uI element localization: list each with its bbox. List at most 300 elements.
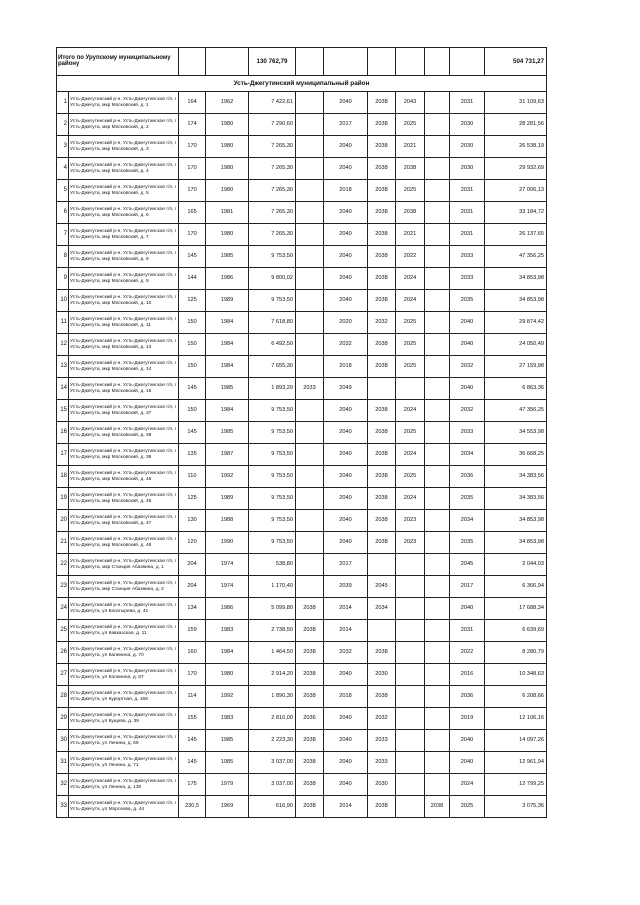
cell-c4: 2038 [396, 202, 425, 224]
cell-c2: 2040 [324, 268, 368, 290]
table-row [57, 356, 547, 378]
table-row [57, 202, 547, 224]
cell-c6: 2040 [450, 378, 485, 400]
cell-area: 144 [179, 268, 206, 290]
cell-c6: 2030 [450, 136, 485, 158]
cell-c2: 2040 [324, 400, 368, 422]
cell-sum: 29 932,69 [485, 158, 547, 180]
cell-addr: Усть-Джегутинский р-н, Усть-Джегутинское г/п, г Усть-Джегута, мкр Московский, д. 39 [69, 444, 179, 466]
cell-c2: 2017 [324, 114, 368, 136]
cell-cost: 2 223,30 [249, 730, 296, 752]
cell-cost: 1 893,20 [249, 378, 296, 400]
cell-addr: Усть-Джегутинский р-н, Усть-Джегутинское г/п, г Усть-Джегута, мкр Московский, д. 3 [69, 136, 179, 158]
cell-c4: 2024 [396, 290, 425, 312]
cell-c4 [396, 576, 425, 598]
cell-cost: 616,90 [249, 796, 296, 818]
cell-c6: 2040 [450, 752, 485, 774]
cell-n: 8 [57, 246, 69, 268]
cell-addr: Усть-Джегутинский р-н, Усть-Джегутинское г/п, г Усть-Джегута, мкр Московский, д. 4 [69, 158, 179, 180]
cell-year: 1992 [206, 466, 249, 488]
cell-year: 1984 [206, 312, 249, 334]
cell-c5 [425, 356, 450, 378]
cell-area: 150 [179, 400, 206, 422]
cell-area: 120 [179, 532, 206, 554]
cell-cost: 9 753,50 [249, 532, 296, 554]
total-sum: 504 731,27 [485, 48, 547, 76]
cell-c2: 2040 [324, 158, 368, 180]
table-row [57, 576, 547, 598]
cell-sum: 6 208,66 [485, 686, 547, 708]
cell-c5 [425, 246, 450, 268]
cell-cost: 2 810,00 [249, 708, 296, 730]
cell-area: 175 [179, 774, 206, 796]
cell-c6: 2040 [450, 334, 485, 356]
cell-sum: 27 006,13 [485, 180, 547, 202]
cell-addr: Усть-Джегутинский р-н, Усть-Джегутинское г/п, г Усть-Джегута, мкр Московский, д. 47 [69, 510, 179, 532]
cell-n: 4 [57, 158, 69, 180]
cell-c3: 2038 [368, 510, 396, 532]
table-row [57, 730, 547, 752]
cell-year: 1985 [206, 378, 249, 400]
cell-c1: 2036 [296, 708, 324, 730]
cell-n: 5 [57, 180, 69, 202]
cell-c1 [296, 576, 324, 598]
cell-c3: 2045 [368, 576, 396, 598]
cell-c3: 2038 [368, 268, 396, 290]
cell-sum: 2 044,03 [485, 554, 547, 576]
cell-c4 [396, 774, 425, 796]
cell-area: 164 [179, 92, 206, 114]
cell-c5 [425, 422, 450, 444]
cell-c6: 2033 [450, 422, 485, 444]
cell-n: 15 [57, 400, 69, 422]
cell-sum: 29 874,42 [485, 312, 547, 334]
cell-n: 6 [57, 202, 69, 224]
cell-sum: 12 106,16 [485, 708, 547, 730]
cell-c4: 2024 [396, 488, 425, 510]
cell-cost: 9 753,50 [249, 246, 296, 268]
cell-sum: 34 553,98 [485, 422, 547, 444]
cell-c3: 2038 [368, 136, 396, 158]
cell-sum: 6 366,94 [485, 576, 547, 598]
cell-c6: 2036 [450, 686, 485, 708]
cell-year: 1980 [206, 136, 249, 158]
cell-c3: 2038 [368, 334, 396, 356]
table-row [57, 774, 547, 796]
table-row [57, 686, 547, 708]
cell-c2: 2040 [324, 466, 368, 488]
housing-register-table [56, 47, 547, 818]
cell-cost: 7 265,30 [249, 158, 296, 180]
cell-c6: 2022 [450, 642, 485, 664]
cell-c4: 2025 [396, 334, 425, 356]
cell-sum: 8 280,79 [485, 642, 547, 664]
cell-area: 135 [179, 444, 206, 466]
cell-c1 [296, 400, 324, 422]
cell-c1 [296, 92, 324, 114]
cell-c1 [296, 136, 324, 158]
cell-year: 1987 [206, 444, 249, 466]
cell-sum: 47 356,25 [485, 246, 547, 268]
cell-c6: 2045 [450, 554, 485, 576]
table-row [57, 422, 547, 444]
cell-c4 [396, 686, 425, 708]
table-row [57, 224, 547, 246]
cell-c4: 2025 [396, 422, 425, 444]
table-row [57, 312, 547, 334]
cell-c3: 2038 [368, 532, 396, 554]
cell-year: 1981 [206, 202, 249, 224]
cell-c2: 2040 [324, 488, 368, 510]
cell-c4 [396, 620, 425, 642]
cell-c4: 2023 [396, 532, 425, 554]
cell-c1: 2038 [296, 642, 324, 664]
cell-c2: 2040 [324, 774, 368, 796]
cell-c6: 2031 [450, 92, 485, 114]
cell-area: 110 [179, 466, 206, 488]
cell-c6: 2024 [450, 774, 485, 796]
cell-c4 [396, 664, 425, 686]
cell-c1 [296, 224, 324, 246]
cell-n: 20 [57, 510, 69, 532]
cell-c1 [296, 422, 324, 444]
cell-cost: 5 099,80 [249, 598, 296, 620]
cell-addr: Усть-Джегутинский р-н, Усть-Джегутинское г/п, г Усть-Джегута, ул Морозова, д. 44 [69, 796, 179, 818]
cell-c4: 2025 [396, 356, 425, 378]
cell-c5 [425, 444, 450, 466]
cell-c2: 2040 [324, 510, 368, 532]
cell-c4 [396, 752, 425, 774]
cell-c6: 2035 [450, 290, 485, 312]
cell-year: 1983 [206, 708, 249, 730]
cell-area: 170 [179, 180, 206, 202]
cell-sum: 24 050,49 [485, 334, 547, 356]
cell-c4: 2025 [396, 180, 425, 202]
cell-addr: Усть-Джегутинский р-н, Усть-Джегутинское г/п, г Усть-Джегута, ул Ленина, д. 71 [69, 752, 179, 774]
table-row [57, 158, 547, 180]
cell-year: 1980 [206, 224, 249, 246]
cell-c3: 2038 [368, 488, 396, 510]
cell-year: 1989 [206, 290, 249, 312]
cell-c5 [425, 334, 450, 356]
cell-cost: 7 265,30 [249, 136, 296, 158]
cell-c4 [396, 796, 425, 818]
cell-c1 [296, 180, 324, 202]
cell-c5 [425, 730, 450, 752]
cell-year: 1974 [206, 576, 249, 598]
cell-c1: 2033 [296, 378, 324, 400]
cell-cost: 6 492,50 [249, 334, 296, 356]
cell-n: 28 [57, 686, 69, 708]
cell-c6: 2031 [450, 224, 485, 246]
cell-c6: 2030 [450, 114, 485, 136]
cell-c2: 2040 [324, 444, 368, 466]
cell-area: 125 [179, 290, 206, 312]
cell-cost: 7 265,30 [249, 180, 296, 202]
cell-n: 17 [57, 444, 69, 466]
cell-c5 [425, 180, 450, 202]
cell-year: 1974 [206, 554, 249, 576]
cell-cost: 9 753,50 [249, 444, 296, 466]
cell-sum: 36 668,25 [485, 444, 547, 466]
cell-c3: 2038 [368, 114, 396, 136]
cell-c5 [425, 510, 450, 532]
cell-sum: 34 853,98 [485, 510, 547, 532]
cell-c5 [425, 752, 450, 774]
cell-area: 130 [179, 510, 206, 532]
table-row [57, 466, 547, 488]
cell-addr: Усть-Джегутинский р-н, Усть-Джегутинское г/п, г Усть-Джегута, мкр Московский, д. 5 [69, 180, 179, 202]
cell-c3: 2038 [368, 246, 396, 268]
cell-c1 [296, 268, 324, 290]
cell-c5 [425, 158, 450, 180]
cell-n: 11 [57, 312, 69, 334]
cell-area: 145 [179, 378, 206, 400]
cell-sum: 34 853,98 [485, 290, 547, 312]
total-label: Итого по Урупскому муниципальному району [57, 48, 179, 76]
cell-c6: 2031 [450, 180, 485, 202]
cell-c6: 2032 [450, 356, 485, 378]
cell-area: 174 [179, 114, 206, 136]
cell-area: 160 [179, 642, 206, 664]
cell-cost: 3 037,00 [249, 752, 296, 774]
cell-area: 134 [179, 598, 206, 620]
cell-year: 1984 [206, 400, 249, 422]
cell-c4 [396, 598, 425, 620]
cell-c6: 2025 [450, 796, 485, 818]
cell-n: 10 [57, 290, 69, 312]
table-row [57, 598, 547, 620]
cell-c4: 2025 [396, 312, 425, 334]
cell-year: 1980 [206, 158, 249, 180]
cell-n: 16 [57, 422, 69, 444]
cell-c6: 2040 [450, 730, 485, 752]
cell-addr: Усть-Джегутинский р-н, Усть-Джегутинское г/п, г Усть-Джегута, мкр Московский, д. 46 [69, 488, 179, 510]
cell-c4 [396, 730, 425, 752]
cell-addr: Усть-Джегутинский р-н, Усть-Джегутинское г/п, г Усть-Джегута, ул Богатырева, д. 41 [69, 598, 179, 620]
cell-c5 [425, 620, 450, 642]
cell-c3: 2038 [368, 422, 396, 444]
cell-cost: 7 290,60 [249, 114, 296, 136]
cell-area: 159 [179, 620, 206, 642]
cell-c1 [296, 114, 324, 136]
cell-cost: 7 265,30 [249, 224, 296, 246]
cell-sum: 12 961,94 [485, 752, 547, 774]
cell-c4: 2021 [396, 136, 425, 158]
cell-c6: 2016 [450, 664, 485, 686]
cell-year: 1980 [206, 180, 249, 202]
cell-c4: 2024 [396, 268, 425, 290]
cell-sum: 31 109,63 [485, 92, 547, 114]
cell-c2: 2040 [324, 422, 368, 444]
cell-c5 [425, 114, 450, 136]
cell-cost: 1 464,50 [249, 642, 296, 664]
cell-c4 [396, 708, 425, 730]
cell-n: 14 [57, 378, 69, 400]
cell-c4 [396, 378, 425, 400]
cell-c5: 2038 [425, 796, 450, 818]
cell-c4: 2025 [396, 114, 425, 136]
cell-year: 1986 [206, 598, 249, 620]
cell-c3 [368, 620, 396, 642]
cell-n: 22 [57, 554, 69, 576]
cell-c6: 2035 [450, 488, 485, 510]
cell-c2: 2040 [324, 246, 368, 268]
table-row [57, 642, 547, 664]
cell-cost: 3 037,00 [249, 774, 296, 796]
cell-c1: 2038 [296, 620, 324, 642]
cell-n: 26 [57, 642, 69, 664]
cell-cost: 7 422,61 [249, 92, 296, 114]
table-row [57, 532, 547, 554]
cell-c1: 2038 [296, 796, 324, 818]
cell-c5 [425, 202, 450, 224]
cell-addr: Усть-Джегутинский р-н, Усть-Джегутинское г/п, г Усть-Джегута, ул Калинина, д. 70 [69, 642, 179, 664]
cell-c5 [425, 400, 450, 422]
cell-c6: 2034 [450, 510, 485, 532]
cell-area: 170 [179, 664, 206, 686]
cell-n: 9 [57, 268, 69, 290]
cell-n: 1 [57, 92, 69, 114]
cell-c6: 2019 [450, 708, 485, 730]
cell-c3: 2032 [368, 312, 396, 334]
cell-area: 150 [179, 334, 206, 356]
cell-c6: 2033 [450, 246, 485, 268]
cell-c2: 2014 [324, 620, 368, 642]
table-row [57, 444, 547, 466]
cell-c1 [296, 290, 324, 312]
cell-addr: Усть-Джегутинский р-н, Усть-Джегутинское г/п, г Усть-Джегута, мкр Московский, д. 8 [69, 246, 179, 268]
cell-cost: 538,80 [249, 554, 296, 576]
cell-c4: 2025 [396, 466, 425, 488]
cell-addr: Усть-Джегутинский р-н, Усть-Джегутинское г/п, г Усть-Джегута, мкр Московский, д. 38 [69, 422, 179, 444]
district-title: Усть-Джегутинский муниципальный район [57, 76, 547, 92]
cell-addr: Усть-Джегутинский р-н, Усть-Джегутинское г/п, г Усть-Джегута, ул Кущева, д. 39 [69, 708, 179, 730]
cell-c2: 2040 [324, 752, 368, 774]
cell-c5 [425, 312, 450, 334]
cell-c3: 2038 [368, 92, 396, 114]
cell-c3: 2038 [368, 444, 396, 466]
table-row [57, 708, 547, 730]
cell-year: 1984 [206, 334, 249, 356]
cell-c5 [425, 378, 450, 400]
cell-c5 [425, 290, 450, 312]
cell-addr: Усть-Джегутинский р-н, Усть-Джегутинское г/п, г Усть-Джегута, мкр Московский, д. 10 [69, 290, 179, 312]
cell-c5 [425, 686, 450, 708]
cell-c6: 2040 [450, 598, 485, 620]
cell-addr: Усть-Джегутинский р-н, Усть-Джегутинское г/п, г Усть-Джегута, мкр Московский, д. 14 [69, 356, 179, 378]
cell-addr: Усть-Джегутинский р-н, Усть-Джегутинское г/п, г Усть-Джегута, ул Ленина, д. 130 [69, 774, 179, 796]
cell-area: 145 [179, 246, 206, 268]
cell-c4: 2024 [396, 400, 425, 422]
cell-sum: 6 639,69 [485, 620, 547, 642]
cell-c3: 2038 [368, 796, 396, 818]
cell-area: 155 [179, 708, 206, 730]
cell-c2: 2040 [324, 202, 368, 224]
cell-c2: 2018 [324, 180, 368, 202]
cell-year: 1969 [206, 796, 249, 818]
cell-c3: 2030 [368, 774, 396, 796]
cell-n: 24 [57, 598, 69, 620]
cell-c2: 2039 [324, 576, 368, 598]
cell-c3: 2038 [368, 466, 396, 488]
cell-area: 170 [179, 158, 206, 180]
table-row [57, 114, 547, 136]
cell-c1 [296, 158, 324, 180]
cell-area: 170 [179, 136, 206, 158]
cell-c2: 2040 [324, 92, 368, 114]
cell-sum: 26 137,65 [485, 224, 547, 246]
cell-addr: Усть-Джегутинский р-н, Усть-Джегутинское г/п, г Усть-Джегута, мкр Московский, д. 6 [69, 202, 179, 224]
cell-sum: 34 853,98 [485, 532, 547, 554]
cell-c3: 2038 [368, 686, 396, 708]
cell-sum: 34 383,56 [485, 488, 547, 510]
cell-c6: 2017 [450, 576, 485, 598]
cell-c3: 2038 [368, 290, 396, 312]
cell-c5 [425, 554, 450, 576]
cell-sum: 6 863,36 [485, 378, 547, 400]
cell-c2: 2032 [324, 642, 368, 664]
cell-c2: 2049 [324, 378, 368, 400]
cell-c6: 2031 [450, 202, 485, 224]
cell-area: 114 [179, 686, 206, 708]
cell-c6: 2040 [450, 312, 485, 334]
cell-c4: 2024 [396, 444, 425, 466]
cell-cost: 9 800,02 [249, 268, 296, 290]
cell-c5 [425, 598, 450, 620]
cell-area: 230,5 [179, 796, 206, 818]
cell-c1 [296, 532, 324, 554]
cell-cost: 9 753,50 [249, 290, 296, 312]
cell-year: 1988 [206, 510, 249, 532]
cell-cost: 9 753,50 [249, 400, 296, 422]
table-row [57, 796, 547, 818]
cell-year: 1962 [206, 92, 249, 114]
cell-c2: 2040 [324, 708, 368, 730]
cell-c2: 2040 [324, 730, 368, 752]
cell-c3: 2038 [368, 356, 396, 378]
cell-c1 [296, 554, 324, 576]
cell-n: 21 [57, 532, 69, 554]
cell-c1: 2038 [296, 598, 324, 620]
table-row [57, 334, 547, 356]
cell-year: 1984 [206, 642, 249, 664]
cell-sum: 14 097,26 [485, 730, 547, 752]
cell-year: 1984 [206, 356, 249, 378]
cell-c4 [396, 554, 425, 576]
cell-c3: 2038 [368, 642, 396, 664]
cell-c2: 2040 [324, 290, 368, 312]
cell-area: 145 [179, 422, 206, 444]
total-cost: 130 762,79 [249, 48, 296, 76]
cell-sum: 26 538,19 [485, 136, 547, 158]
cell-c6: 2035 [450, 532, 485, 554]
cell-c1 [296, 488, 324, 510]
cell-c6: 2031 [450, 620, 485, 642]
cell-addr: Усть-Джегутинский р-н, Усть-Джегутинское г/п, г Усть-Джегута, ул Курортная, д. 166 [69, 686, 179, 708]
cell-c3: 2030 [368, 664, 396, 686]
cell-cost: 9 753,50 [249, 510, 296, 532]
cell-sum: 17 688,34 [485, 598, 547, 620]
cell-c5 [425, 488, 450, 510]
cell-sum: 3 075,36 [485, 796, 547, 818]
cell-c6: 2032 [450, 400, 485, 422]
cell-c5 [425, 664, 450, 686]
cell-area: 170 [179, 224, 206, 246]
cell-n: 3 [57, 136, 69, 158]
cell-c1 [296, 356, 324, 378]
cell-c5 [425, 92, 450, 114]
